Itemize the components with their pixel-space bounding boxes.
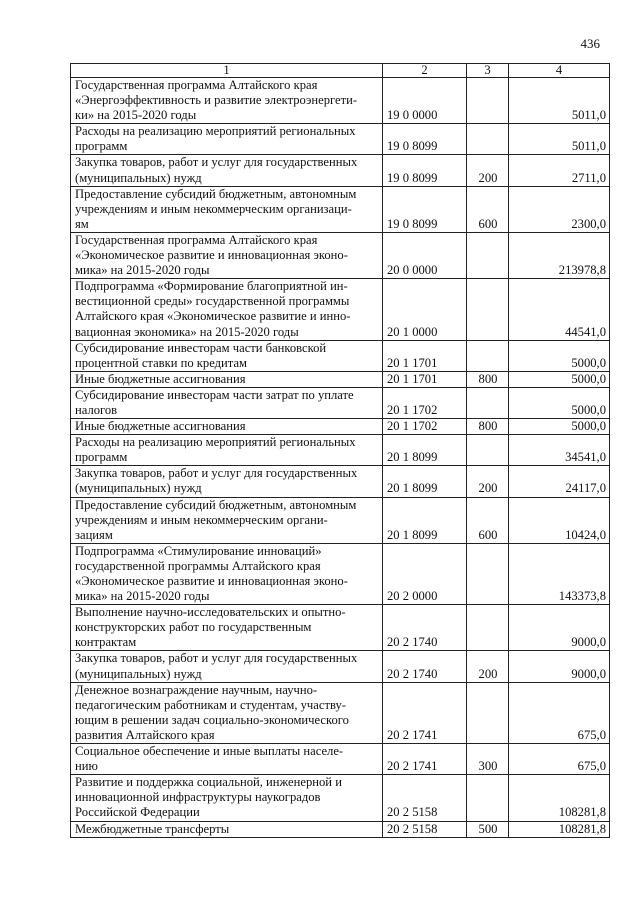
row-title-line: Подпрограмма «Стимулирование инноваций» — [75, 543, 322, 558]
table-row — [71, 775, 610, 821]
table-row — [71, 821, 610, 837]
table-row — [71, 651, 610, 682]
row-title — [71, 340, 383, 371]
table-row — [71, 435, 610, 466]
row-title — [71, 821, 383, 837]
row-title — [71, 497, 383, 543]
row-title — [71, 279, 383, 340]
row-title — [71, 605, 383, 651]
row-expense-type: 200 — [467, 651, 509, 682]
row-title-line: Выполнение научно-исследовательских и опытно- — [75, 605, 346, 620]
row-title-line: Межбюджетные трансферты — [75, 821, 230, 836]
row-title-line: инновационной инфраструктуры наукоградов — [75, 790, 321, 805]
row-title — [71, 232, 383, 278]
row-title-line: нию — [75, 759, 98, 774]
row-code: 20 1 1702 — [383, 419, 467, 435]
row-expense-type — [467, 775, 509, 821]
row-title-line: контрактам — [75, 635, 137, 650]
row-title-line: учреждениям и иным некоммерческим организаци- — [75, 201, 352, 216]
row-title-line: Развитие и поддержка социальной, инженерной и — [75, 775, 342, 790]
table-row — [71, 387, 610, 418]
row-title-line: Иные бюджетные ассигнования — [75, 419, 246, 434]
row-title — [71, 435, 383, 466]
row-title-line: Социальное обеспечение и иные выплаты населе- — [75, 744, 344, 759]
row-title-line: (муниципальных) нужд — [75, 170, 202, 185]
row-title-line: вационная экономика» на 2015-2020 годы — [75, 324, 299, 339]
row-title-line: ющим в решении задач социально-экономического — [75, 712, 349, 727]
row-title — [71, 419, 383, 435]
row-amount: 5000,0 — [509, 340, 610, 371]
column-number-3: 3 — [467, 64, 509, 78]
row-title-line: ки» на 2015-2020 годы — [75, 108, 197, 123]
row-title — [71, 155, 383, 186]
row-title-line: педагогическим работникам и студентам, участву- — [75, 697, 346, 712]
row-code: 20 2 0000 — [383, 543, 467, 604]
row-title — [71, 651, 383, 682]
table-row — [71, 371, 610, 387]
row-amount: 9000,0 — [509, 605, 610, 651]
row-title-line: Государственная программа Алтайского края — [75, 232, 318, 247]
row-expense-type: 600 — [467, 497, 509, 543]
table-row — [71, 186, 610, 232]
row-title-line: Предоставление субсидий бюджетным, автономным — [75, 497, 357, 512]
row-title — [71, 682, 383, 743]
row-amount: 10424,0 — [509, 497, 610, 543]
row-title-line: Государственная программа Алтайского края — [75, 78, 318, 92]
row-title-line: программ — [75, 450, 128, 465]
row-title-line: Расходы на реализацию мероприятий региональных — [75, 124, 356, 139]
table-row — [71, 682, 610, 743]
row-title-line: «Экономическое развитие и инновационная эконо- — [75, 248, 348, 263]
row-code: 20 0 0000 — [383, 232, 467, 278]
row-amount: 44541,0 — [509, 279, 610, 340]
table-row — [71, 124, 610, 155]
row-title-line: учреждениям и иным некоммерческим органи- — [75, 512, 328, 527]
row-code: 20 1 1701 — [383, 340, 467, 371]
row-title-line: Иные бюджетные ассигнования — [75, 371, 246, 386]
row-expense-type — [467, 682, 509, 743]
row-amount: 5000,0 — [509, 387, 610, 418]
row-code: 20 1 0000 — [383, 279, 467, 340]
table-row — [71, 497, 610, 543]
row-title-line: зациям — [75, 527, 113, 542]
row-title-line: Субсидирование инвесторам части затрат по уплате — [75, 387, 354, 402]
row-code: 20 2 1741 — [383, 744, 467, 775]
row-title — [71, 387, 383, 418]
table-row — [71, 340, 610, 371]
row-amount: 5000,0 — [509, 419, 610, 435]
row-title-line: (муниципальных) нужд — [75, 481, 202, 496]
row-title-line: Предоставление субсидий бюджетным, автономным — [75, 186, 357, 201]
row-expense-type — [467, 124, 509, 155]
row-amount: 108281,8 — [509, 821, 610, 837]
row-title — [71, 543, 383, 604]
row-expense-type — [467, 605, 509, 651]
row-title-line: мика» на 2015-2020 годы — [75, 589, 210, 604]
row-title-line: налогов — [75, 402, 118, 417]
row-amount: 5011,0 — [509, 78, 610, 124]
row-title-line: ям — [75, 216, 89, 231]
row-amount: 5000,0 — [509, 371, 610, 387]
row-title — [71, 78, 383, 124]
table-row — [71, 232, 610, 278]
row-code: 20 2 1740 — [383, 605, 467, 651]
row-expense-type: 200 — [467, 466, 509, 497]
row-title-line: Закупка товаров, работ и услуг для государственных — [75, 651, 358, 666]
row-title-line: «Экономическое развитие и инновационная эконо- — [75, 574, 348, 588]
row-amount: 108281,8 — [509, 775, 610, 821]
table-row — [71, 605, 610, 651]
row-title-line: Российской Федерации — [75, 805, 200, 820]
row-title-line: (муниципальных) нужд — [75, 666, 202, 681]
table-row — [71, 466, 610, 497]
row-amount: 5011,0 — [509, 124, 610, 155]
row-amount: 213978,8 — [509, 232, 610, 278]
row-expense-type: 300 — [467, 744, 509, 775]
row-code: 20 1 8099 — [383, 497, 467, 543]
row-title-line: процентной ставки по кредитам — [75, 355, 248, 370]
row-expense-type: 800 — [467, 419, 509, 435]
column-number-row — [71, 64, 610, 78]
row-title-line: вестиционной среды» государственной программы — [75, 294, 350, 309]
row-expense-type — [467, 435, 509, 466]
row-title-line: Субсидирование инвесторам части банковской — [75, 340, 327, 355]
row-code: 20 1 1702 — [383, 387, 467, 418]
table-row — [71, 279, 610, 340]
row-title — [71, 186, 383, 232]
row-title-line: Подпрограмма «Формирование благоприятной ин- — [75, 279, 348, 294]
row-title — [71, 744, 383, 775]
row-amount: 143373,8 — [509, 543, 610, 604]
table-row — [71, 155, 610, 186]
row-code: 20 2 1741 — [383, 682, 467, 743]
row-title-line: «Энергоэффективность и развитие электроэнергети- — [75, 93, 358, 108]
row-expense-type — [467, 78, 509, 124]
row-amount: 675,0 — [509, 682, 610, 743]
table-row — [71, 419, 610, 435]
row-title — [71, 371, 383, 387]
row-expense-type — [467, 279, 509, 340]
row-title — [71, 775, 383, 821]
row-amount: 9000,0 — [509, 651, 610, 682]
row-title-line: развития Алтайского края — [75, 727, 215, 742]
page-number: 436 — [580, 36, 600, 51]
column-number-1: 1 — [71, 64, 383, 78]
row-title-line: Расходы на реализацию мероприятий региональных — [75, 435, 356, 450]
column-number-4: 4 — [509, 64, 610, 78]
row-code: 19 0 8099 — [383, 124, 467, 155]
row-code: 19 0 8099 — [383, 155, 467, 186]
row-code: 19 0 0000 — [383, 78, 467, 124]
row-expense-type: 200 — [467, 155, 509, 186]
row-expense-type: 800 — [467, 371, 509, 387]
row-code: 20 2 1740 — [383, 651, 467, 682]
row-title-line: Алтайского края «Экономическое развитие и инно- — [75, 309, 351, 324]
row-code: 20 1 1701 — [383, 371, 467, 387]
row-title-line: мика» на 2015-2020 годы — [75, 263, 210, 278]
budget-table — [70, 63, 610, 838]
row-code: 20 1 8099 — [383, 435, 467, 466]
row-title-line: Денежное вознаграждение научным, научно- — [75, 682, 318, 697]
row-title-line: Закупка товаров, работ и услуг для государственных — [75, 155, 358, 170]
row-expense-type: 600 — [467, 186, 509, 232]
row-expense-type — [467, 543, 509, 604]
row-amount: 24117,0 — [509, 466, 610, 497]
row-title-line: государственной программы Алтайского края — [75, 558, 321, 573]
table-row — [71, 744, 610, 775]
row-code: 20 2 5158 — [383, 775, 467, 821]
row-title-line: конструкторских работ по государственным — [75, 620, 312, 635]
budget-table-body — [71, 78, 610, 838]
row-expense-type: 500 — [467, 821, 509, 837]
row-title-line: Закупка товаров, работ и услуг для государственных — [75, 466, 358, 481]
row-code: 20 2 5158 — [383, 821, 467, 837]
row-expense-type — [467, 340, 509, 371]
row-expense-type — [467, 387, 509, 418]
row-title — [71, 466, 383, 497]
table-row — [71, 543, 610, 604]
row-amount: 34541,0 — [509, 435, 610, 466]
table-row — [71, 78, 610, 124]
row-amount: 2300,0 — [509, 186, 610, 232]
row-amount: 2711,0 — [509, 155, 610, 186]
row-code: 19 0 8099 — [383, 186, 467, 232]
row-amount: 675,0 — [509, 744, 610, 775]
row-title — [71, 124, 383, 155]
column-number-2: 2 — [383, 64, 467, 78]
row-code: 20 1 8099 — [383, 466, 467, 497]
row-title-line: программ — [75, 139, 128, 154]
row-expense-type — [467, 232, 509, 278]
